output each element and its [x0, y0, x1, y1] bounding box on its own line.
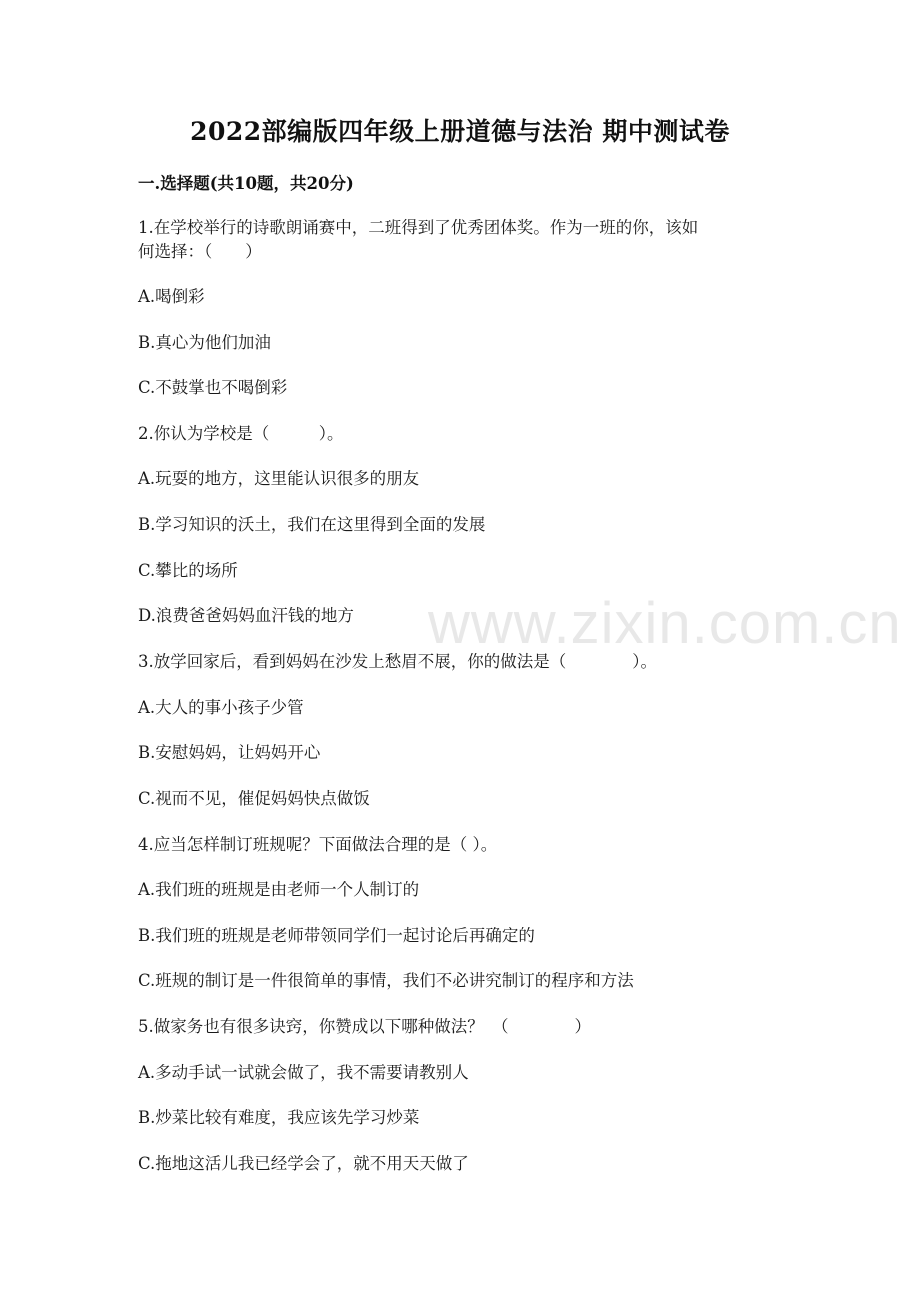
- question-3-option-a: A.大人的事小孩子少管: [138, 698, 304, 717]
- question-2-stem: 2.你认为学校是（ ）。: [138, 424, 344, 443]
- question-5-option-b: B.炒菜比较有难度，我应该先学习炒菜: [138, 1108, 420, 1127]
- question-2-option-b: B.学习知识的沃土，我们在这里得到全面的发展: [138, 515, 486, 534]
- watermark: www.zixin.com.cn: [428, 591, 902, 656]
- question-3-stem: 3.放学回家后，看到妈妈在沙发上愁眉不展，你的做法是（ ）。: [138, 652, 657, 671]
- question-1-option-c: C.不鼓掌也不喝倒彩: [138, 378, 288, 397]
- question-4-option-b: B.我们班的班规是老师带领同学们一起讨论后再确定的: [138, 926, 535, 945]
- question-4-stem: 4.应当怎样制订班规呢？下面做法合理的是（ ）。: [138, 835, 498, 854]
- question-1-stem-line-1: 1.在学校举行的诗歌朗诵赛中，二班得到了优秀团体奖。作为一班的你，该如: [138, 218, 699, 237]
- question-5-option-a: A.多动手试一试就会做了，我不需要请教别人: [138, 1063, 469, 1082]
- question-2-option-a: A.玩耍的地方，这里能认识很多的朋友: [138, 469, 420, 488]
- question-2-option-c: C.攀比的场所: [138, 561, 238, 580]
- section-heading: 一.选择题(共10题，共20分): [138, 174, 354, 193]
- question-4-option-c: C.班规的制订是一件很简单的事情，我们不必讲究制订的程序和方法: [138, 971, 634, 990]
- question-1-stem-line-2: 何选择：（ ）: [138, 242, 262, 261]
- page-title: 2022部编版四年级上册道德与法治 期中测试卷: [190, 117, 730, 146]
- question-5-stem: 5.做家务也有很多诀窍，你赞成以下哪种做法？ （ ）: [138, 1017, 591, 1036]
- question-1-option-b: B.真心为他们加油: [138, 333, 271, 352]
- question-3-option-b: B.安慰妈妈，让妈妈开心: [138, 743, 321, 762]
- question-4-option-a: A.我们班的班规是由老师一个人制订的: [138, 880, 420, 899]
- question-5-option-c: C.拖地这活儿我已经学会了，就不用天天做了: [138, 1154, 469, 1173]
- question-1-option-a: A.喝倒彩: [138, 287, 205, 306]
- question-3-option-c: C.视而不见，催促妈妈快点做饭: [138, 789, 370, 808]
- question-2-option-d: D.浪费爸爸妈妈血汗钱的地方: [138, 606, 354, 625]
